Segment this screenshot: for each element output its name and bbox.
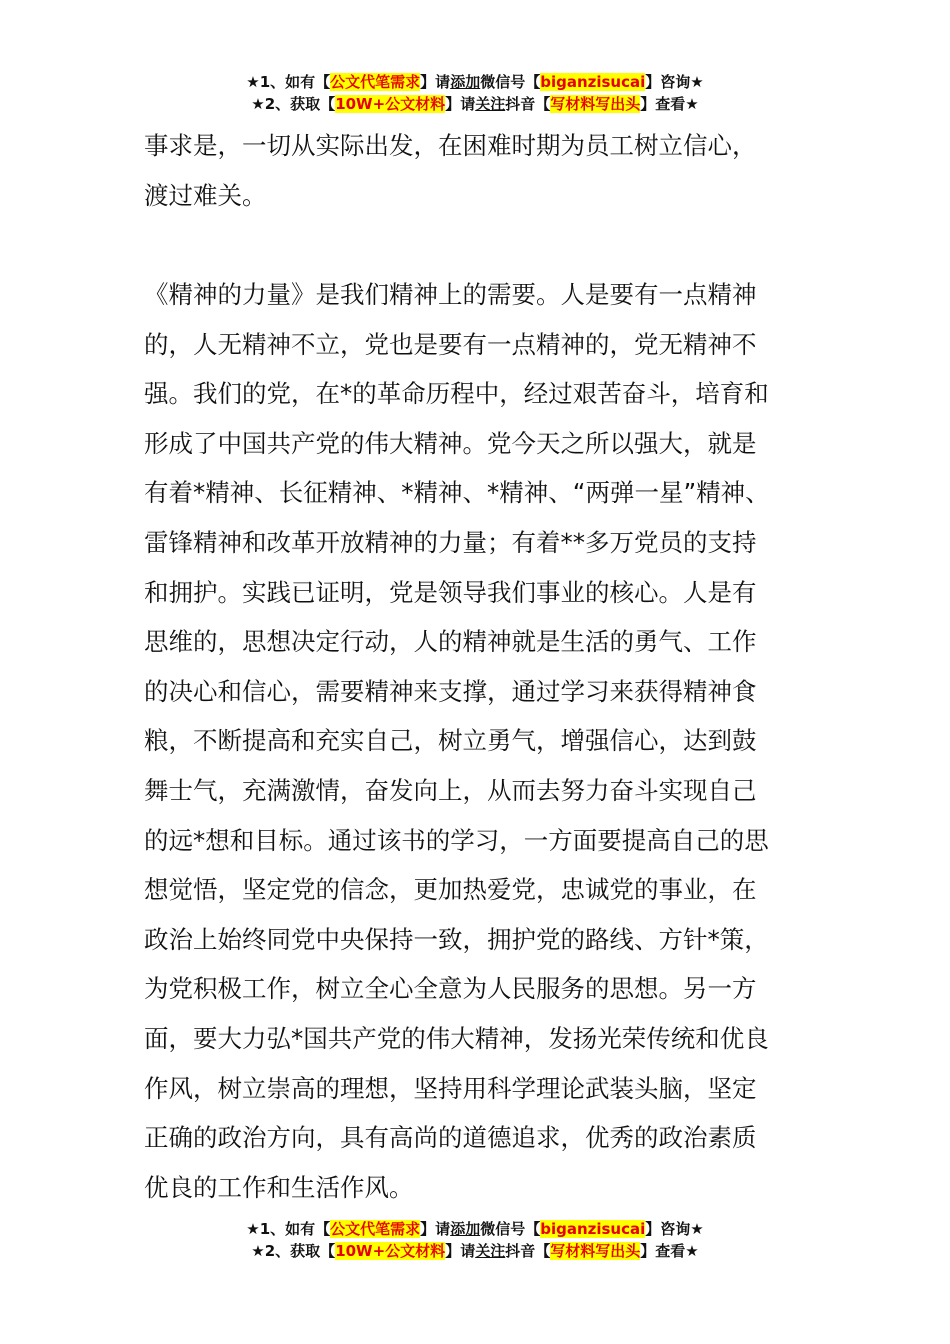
text-line: 正确的政治方向，具有高尚的道德追求，优秀的政治素质 bbox=[144, 1123, 757, 1153]
highlight-wechat-id: biganzisucai bbox=[540, 1220, 646, 1238]
text-line: 有着*精神、长征精神、*精神、*精神、“两弹一星”精神、 bbox=[144, 478, 770, 508]
banner-line-2 bbox=[0, 93, 950, 115]
banner-text: 】查看★ bbox=[640, 1242, 699, 1260]
banner-text: 抖音【 bbox=[505, 95, 551, 113]
highlight-douyin-account: 写材料写出头 bbox=[550, 95, 641, 113]
text-line: 面，要大力弘*国共产党的伟大精神，发扬光荣传统和优良 bbox=[144, 1023, 769, 1053]
banner-text: 】请 bbox=[420, 73, 451, 91]
text-line: 的，人无精神不立，党也是要有一点精神的，党无精神不 bbox=[144, 329, 757, 359]
highlight-douyin-account: 写材料写出头 bbox=[550, 1242, 641, 1260]
banner-text: ★1、如有【 bbox=[246, 1220, 331, 1238]
text-line: 为党积极工作，树立全心全意为人民服务的思想。另一方 bbox=[144, 974, 757, 1004]
banner-text: 】咨询★ bbox=[645, 1220, 704, 1238]
underlined-word: 关注 bbox=[475, 95, 506, 113]
text-line: 和拥护。实践已证明，党是领导我们事业的核心。人是有 bbox=[144, 577, 757, 607]
highlight-materials: 10W+公文材料 bbox=[335, 95, 446, 113]
highlight-wechat-id: biganzisucai bbox=[540, 73, 646, 91]
text-line: 的远*想和目标。通过该书的学习，一方面要提高自己的思 bbox=[144, 825, 769, 855]
banner-line-1 bbox=[0, 1218, 950, 1240]
highlight-service: 公文代笔需求 bbox=[330, 73, 421, 91]
highlight-service: 公文代笔需求 bbox=[330, 1220, 421, 1238]
banner-text: 抖音【 bbox=[505, 1242, 551, 1260]
banner-line-2 bbox=[0, 1240, 950, 1262]
highlight-materials: 10W+公文材料 bbox=[335, 1242, 446, 1260]
banner-text: ★2、获取【 bbox=[251, 1242, 336, 1260]
text-line: 《精神的力量》是我们精神上的需要。人是要有一点精神 bbox=[144, 280, 757, 309]
banner-text: 】查看★ bbox=[640, 95, 699, 113]
header-banner bbox=[0, 71, 950, 115]
banner-text: ★1、如有【 bbox=[246, 73, 331, 91]
text-line: 优良的工作和生活作风。 bbox=[144, 1172, 414, 1202]
footer-banner bbox=[0, 1218, 950, 1262]
body-paragraph-2 bbox=[144, 270, 824, 1212]
text-line: 政治上始终同党中央保持一致，拥护党的路线、方针*策， bbox=[144, 924, 769, 954]
text-line: 渡过难关。 bbox=[144, 180, 267, 210]
banner-text: 】请 bbox=[445, 95, 476, 113]
banner-text: 微信号【 bbox=[480, 1220, 541, 1238]
text-line: 想觉悟，坚定党的信念，更加热爱党，忠诚党的事业，在 bbox=[144, 875, 757, 905]
text-line: 强。我们的党，在*的革命历程中，经过艰苦奋斗，培育和 bbox=[144, 379, 769, 409]
body-paragraph-1 bbox=[144, 121, 824, 220]
text-line: 思维的，思想决定行动，人的精神就是生活的勇气、工作 bbox=[144, 627, 757, 657]
text-line: 作风，树立崇高的理想，坚持用科学理论武装头脑，坚定 bbox=[144, 1073, 757, 1103]
banner-line-1 bbox=[0, 71, 950, 93]
underlined-word: 添加 bbox=[450, 1220, 481, 1238]
banner-text: 微信号【 bbox=[480, 73, 541, 91]
underlined-word: 关注 bbox=[475, 1242, 506, 1260]
text-line: 舞士气，充满激情，奋发向上，从而去努力奋斗实现自己 bbox=[144, 775, 757, 805]
banner-text: ★2、获取【 bbox=[251, 95, 336, 113]
underlined-word: 添加 bbox=[450, 73, 481, 91]
text-line: 事求是，一切从实际出发，在困难时期为员工树立信心， bbox=[144, 131, 757, 160]
text-line: 粮，不断提高和充实自己，树立勇气，增强信心，达到鼓 bbox=[144, 726, 757, 756]
banner-text: 】请 bbox=[420, 1220, 451, 1238]
text-line: 形成了中国共产党的伟大精神。党今天之所以强大，就是 bbox=[144, 428, 757, 458]
text-line: 的决心和信心，需要精神来支撑，通过学习来获得精神食 bbox=[144, 676, 757, 706]
banner-text: 】咨询★ bbox=[645, 73, 704, 91]
text-line: 雷锋精神和改革开放精神的力量；有着**多万党员的支持 bbox=[144, 527, 757, 557]
banner-text: 】请 bbox=[445, 1242, 476, 1260]
